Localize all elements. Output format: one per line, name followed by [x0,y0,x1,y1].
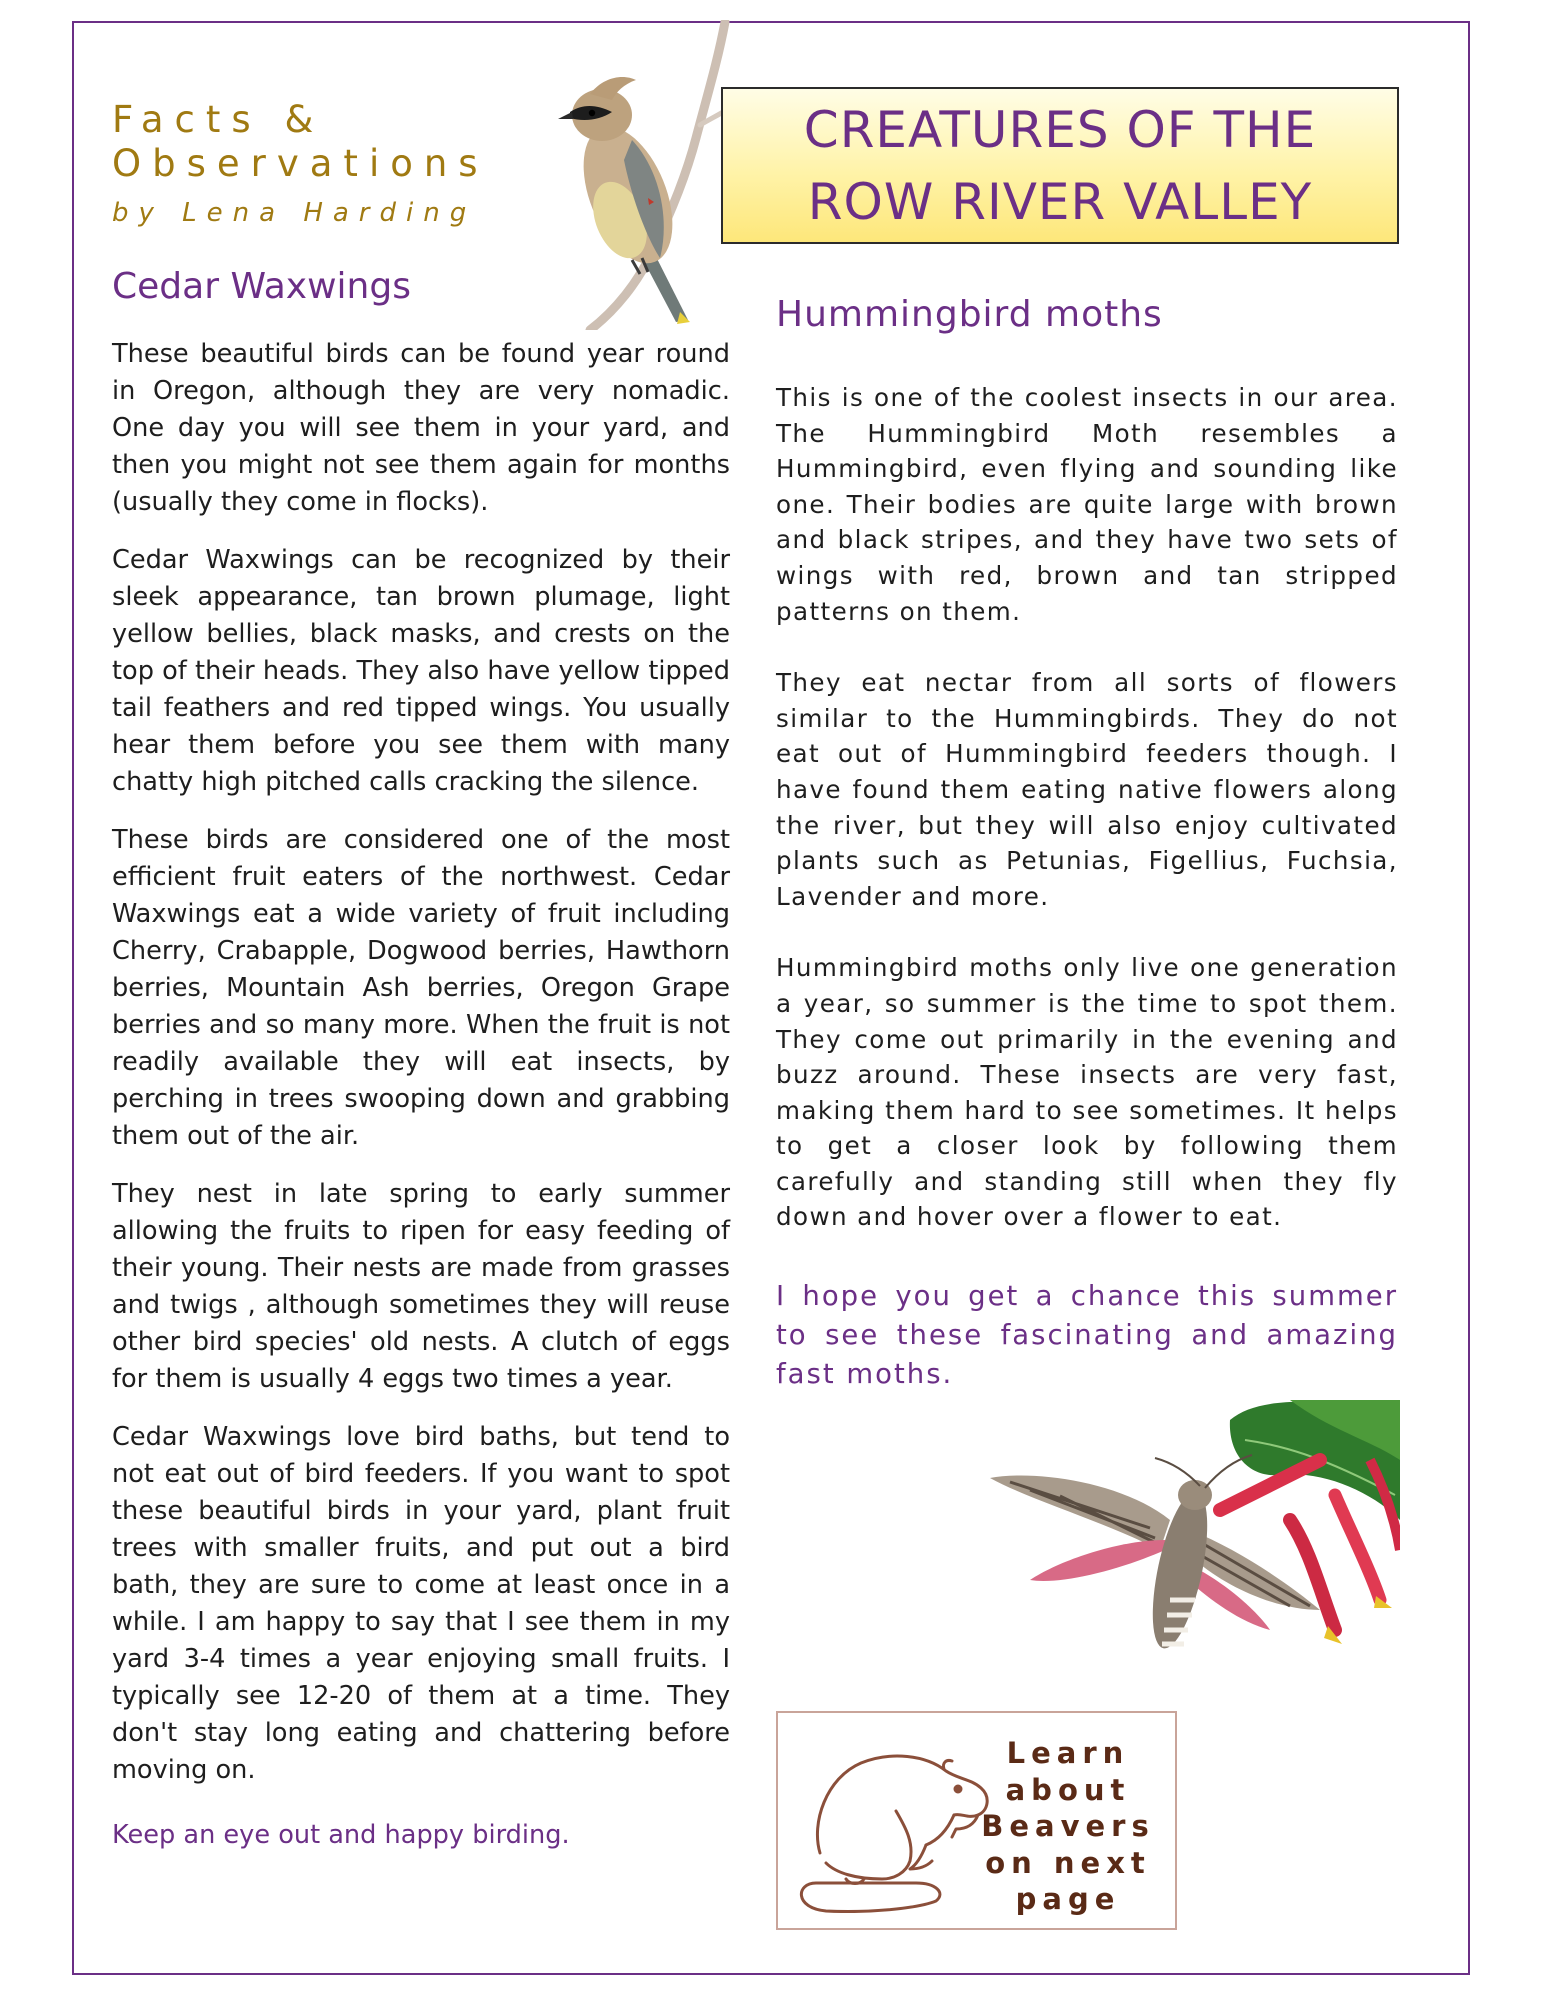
cedar-waxwing-image [520,20,735,330]
promo-line: on next [985,1845,1151,1880]
kicker-line-1: Facts & [112,98,325,141]
right-paragraph: This is one of the coolest insects in our area. The Hummingbird Moth resembles a Hummingbird, even flying and sounding like one. Their bodies are quite large with brown and black stripes, and they have two sets of wings with red, brown and tan stripped patterns on them. [776,383,1398,626]
promo-line: Learn [1006,1736,1130,1770]
beaver-promo-box [776,1711,1177,1930]
promo-line: Beavers [981,1809,1155,1843]
left-paragraph: These beautiful birds can be found year round in Oregon, although they are very nomadic. One day you will see them in your yard, and then you might not see them again for months (usually they come in flocks). [112,339,730,517]
left-closing-line: Keep an eye out and happy birding. [112,1820,570,1850]
title-line-2: ROW RIVER VALLEY [807,172,1313,231]
left-paragraph: Cedar Waxwings can be recognized by their sleek appearance, tan brown plumage, light yellow bellies, black masks, and crests on the top of their heads. They also have yellow tipped tail feathers and red tipped wings. You usually hear them before you see them with many chatty high pitched calls cracking the silence. [112,545,730,797]
title-line-1: CREATURES OF THE [803,100,1317,159]
left-paragraph: They nest in late spring to early summer allowing the fruits to ripen for easy feeding of their young. Their nests are made from grasses and twigs , although sometimes they will reuse other bird species' old nests. A clutch of eggs for them is usually 4 eggs two times a year. [112,1179,730,1394]
left-column [112,336,730,1875]
right-closing-line: I hope you get a chance this summer to see these fascinating and amazing fast moths. [776,1280,1398,1391]
right-column [776,380,1398,1430]
left-paragraph: These birds are considered one of the most efficient fruit eaters of the northwest. Cedar Waxwings eat a wide variety of fruit including Cherry, Crabapple, Dogwood berries, Hawthorn berries, Mountain Ash berries, Oregon Grape berries and so many more. When the fruit is not readily available they will eat insects, by perching in trees swooping down and grabbing them out of the air. [112,825,730,1151]
beaver-icon [786,1733,996,1913]
left-paragraph: Cedar Waxwings love bird baths, but tend to not eat out of bird feeders. If you want to spot these beautiful birds in your yard, plant fruit trees with smaller fruits, and put out a bird bath, they are sure to come at least once in a while. I am happy to say that I see them in my yard 3-4 times a year enjoying small fruits. I typically see 12-20 of them at a time. They don't stay long eating and chattering before moving on. [112,1422,730,1785]
heading-hummingbird-moths: Hummingbird moths [776,294,1163,335]
promo-line: about [1005,1772,1131,1807]
newsletter-title-box [721,87,1399,244]
promo-line: page [1015,1882,1121,1916]
right-paragraph: They eat nectar from all sorts of flowers similar to the Hummingbirds. They do not eat out of Hummingbird feeders though. I have found them eating native flowers along the river, but they will also enjoy cultivated plants such as Petunias, Figellius, Fuchsia, Lavender and more. [776,668,1398,911]
promo-text [971,1735,1165,1918]
byline: by Lena Harding [112,198,477,228]
hummingbird-moth-image [990,1400,1400,1690]
section-kicker [112,98,489,186]
heading-cedar-waxwings: Cedar Waxwings [112,266,411,307]
kicker-line-2: Observations [112,142,489,185]
right-paragraph: Hummingbird moths only live one generation a year, so summer is the time to spot them. They come out primarily in the evening and buzz around. These insects are very fast, making them hard to see sometimes. It helps to get a closer look by following them carefully and standing still when they fly down and hover over a flower to eat. [776,953,1398,1232]
